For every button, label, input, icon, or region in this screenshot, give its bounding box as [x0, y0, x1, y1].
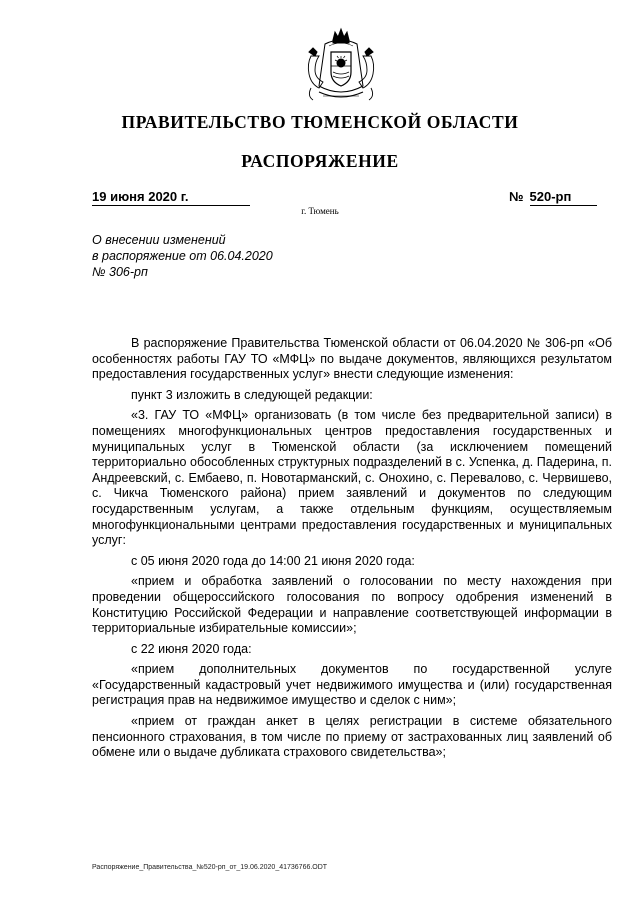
body-paragraph: «прием от граждан анкет в целях регистрации в системе обязательного пенсионного страхования, в том числе по приему от застрахованных лиц заявлений об обмене или о выдаче дубликата страхового свидетельства»;: [92, 714, 612, 760]
coat-of-arms-icon: [297, 26, 385, 108]
body-paragraph: В распоряжение Правительства Тюменской области от 06.04.2020 № 306-рп «Об особенностях работы ГАУ ТО «МФЦ» по выдаче документов, являющихся результатом предоставления государственных услуг» внести следующие изменения:: [92, 336, 612, 382]
body-paragraph: «3. ГАУ ТО «МФЦ» организовать (в том числе без предварительной записи) в помещениях многофункциональных центров предоставления государственных и муниципальных услуг в Тюменской области (за исключением помещений территориально обособленных структурных подразделений в с. Успенка, д. Падерина, п. Андреевский, с. Ембаево, п. Новотарманский, с. Онохино, с. Перевалово, с. Червишево, с. Чикча Тюменского района) прием заявлений и документов по следующим государственным услугам, а также отдельным функциям, осуществляемым многофункциональными центрами предоставления государственных и муниципальных услуг:: [92, 408, 612, 548]
body-paragraph: «прием и обработка заявлений о голосовании по месту нахождения при проведении общероссийского голосования по вопросу одобрения изменений в Конституцию Российской Федерации и направление соответствующей информации в территориальные избирательные комиссии»;: [92, 574, 612, 636]
number-sign: №: [509, 189, 524, 204]
body-paragraph: с 05 июня 2020 года до 14:00 21 июня 2020 года:: [131, 553, 415, 568]
document-type-title: РАСПОРЯЖЕНИЕ: [241, 151, 399, 171]
body-paragraph: с 22 июня 2020 года:: [131, 641, 252, 656]
subject-line: О внесении изменений: [92, 233, 226, 247]
document-city: г. Тюмень: [301, 206, 339, 216]
document-body: [92, 336, 612, 766]
subject-line: № 306-рп: [92, 265, 148, 279]
document-number-block: [509, 189, 604, 206]
document-number: 520-рп: [530, 189, 597, 206]
document-subject: [92, 232, 273, 280]
footer-filename: Распоряжение_Правительства_№520-рп_от_19.06.2020_41736766.ODT: [92, 864, 328, 871]
document-date: 19 июня 2020 г.: [92, 189, 250, 206]
body-paragraph: «прием дополнительных документов по государственной услуге «Государственный кадастровый учет недвижимого имущества и (или) государственная регистрация прав на недвижимое имущество и сделок с ним»;: [92, 662, 612, 708]
subject-line: в распоряжение от 06.04.2020: [92, 249, 273, 263]
body-paragraph: пункт 3 изложить в следующей редакции:: [131, 387, 373, 402]
organization-title: ПРАВИТЕЛЬСТВО ТЮМЕНСКОЙ ОБЛАСТИ: [121, 112, 519, 132]
